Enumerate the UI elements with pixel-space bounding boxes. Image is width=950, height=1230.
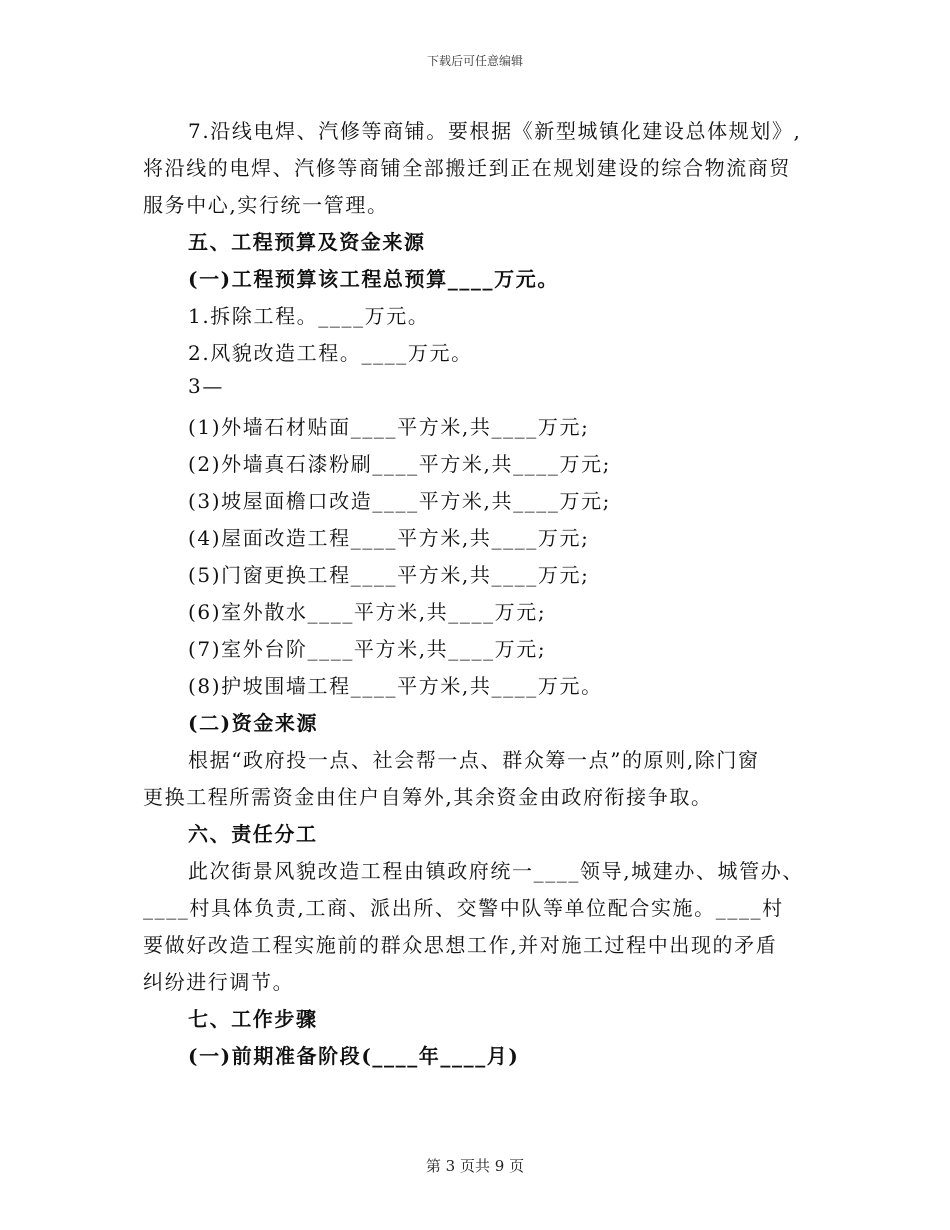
list-item: (3)坡屋面檐口改造____平方米,共____万元;	[188, 489, 612, 513]
section-heading: 七、工作步骤	[188, 1007, 318, 1031]
list-item: (5)门窗更换工程____平方米,共____万元;	[188, 563, 590, 587]
paragraph-line: ____村具体负责,工商、派出所、交警中队等单位配合实施。____村	[143, 896, 784, 920]
list-item: 1.拆除工程。____万元。	[188, 304, 430, 328]
list-item: (8)护坡围墙工程____平方米,共____万元。	[188, 674, 603, 698]
paragraph-line: 根据“政府投一点、社会帮一点、群众筹一点”的原则,除门窗	[188, 748, 760, 772]
paragraph-line: 服务中心,实行统一管理。	[143, 193, 389, 217]
list-item: (4)屋面改造工程____平方米,共____万元;	[188, 526, 590, 550]
list-item: 3—	[188, 374, 224, 398]
subsection-heading: (二)资金来源	[188, 711, 319, 735]
paragraph-line: 纠纷进行调节。	[143, 970, 295, 994]
section-heading: 五、工程预算及资金来源	[188, 230, 426, 254]
paragraph-line: 将沿线的电焊、汽修等商铺全部搬迁到正在规划建设的综合物流商贸	[143, 156, 791, 180]
page-header: 下载后可任意编辑	[426, 54, 523, 68]
list-item: 2.风貌改造工程。____万元。	[188, 341, 473, 365]
page-footer: 第 3 页共 9 页	[425, 1157, 525, 1175]
paragraph-line: 7.沿线电焊、汽修等商铺。要根据《新型城镇化建设总体规划》,	[188, 119, 802, 143]
list-item: (1)外墙石材贴面____平方米,共____万元;	[188, 415, 590, 439]
paragraph-line: 此次街景风貌改造工程由镇政府统一____领导,城建办、城管办、	[188, 859, 804, 883]
section-heading: 六、责任分工	[188, 822, 318, 846]
list-item: (7)室外台阶____平方米,共____万元;	[188, 637, 547, 661]
list-item: (6)室外散水____平方米,共____万元;	[188, 600, 547, 624]
paragraph-line: 更换工程所需资金由住户自筹外,其余资金由政府衔接争取。	[143, 785, 713, 809]
paragraph-line: 要做好改造工程实施前的群众思想工作,并对施工过程中出现的矛盾	[143, 933, 778, 957]
list-item: (2)外墙真石漆粉刷____平方米,共____万元;	[188, 452, 612, 476]
subsection-heading: (一)工程预算该工程总预算____万元。	[188, 267, 559, 291]
subsection-heading: (一)前期准备阶段(____年____月)	[188, 1044, 520, 1068]
